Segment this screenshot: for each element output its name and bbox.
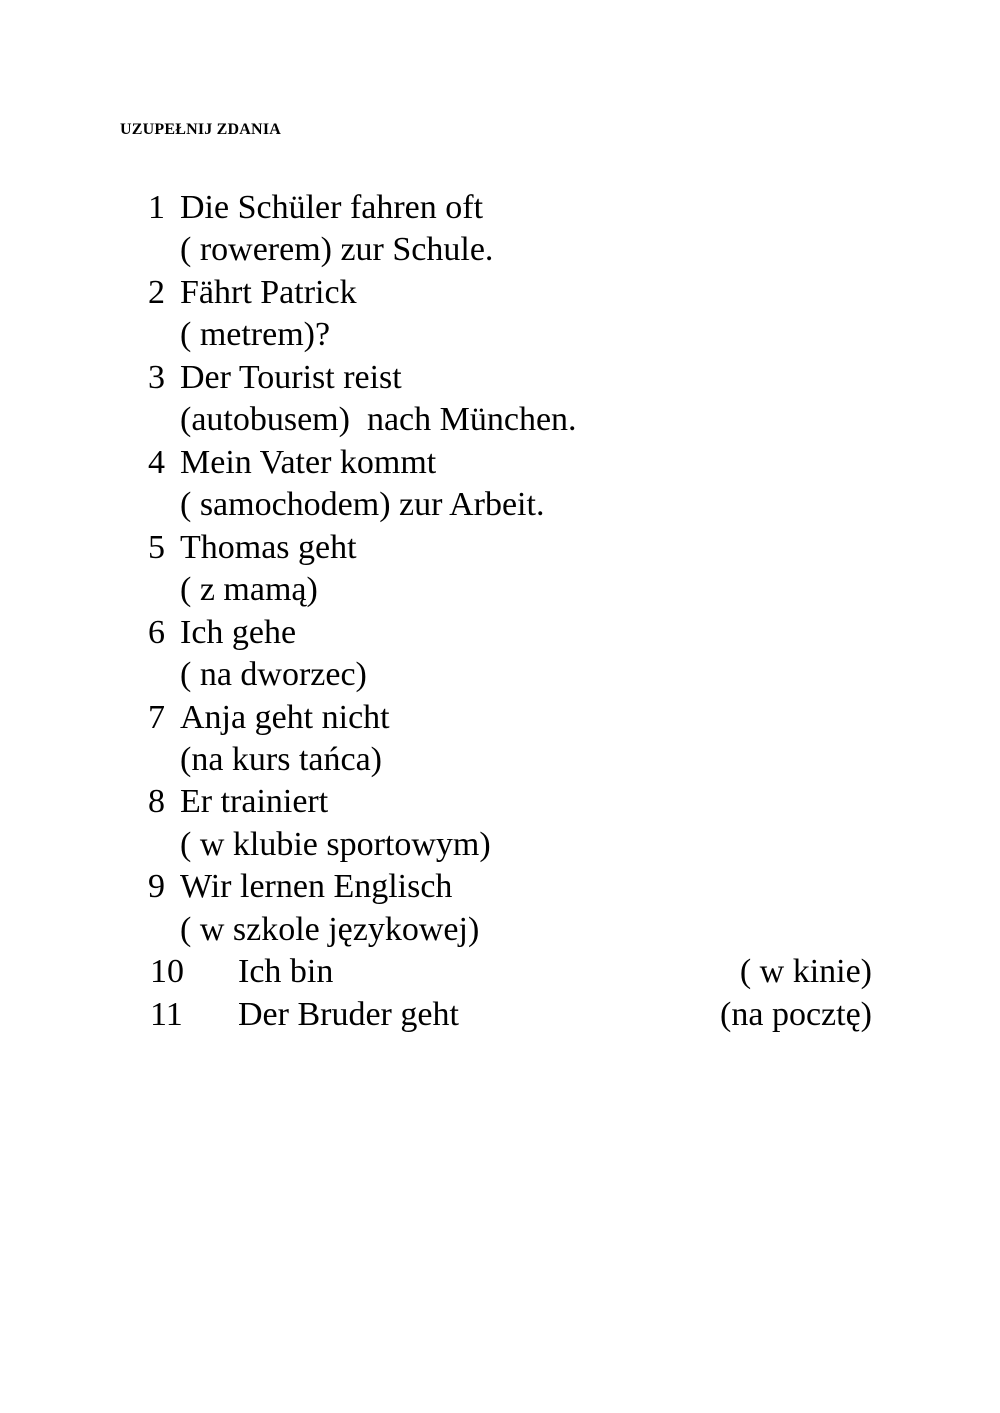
item-number: 7 — [148, 699, 165, 736]
item-sentence: Der Bruder geht — [238, 996, 459, 1033]
item-sentence: Er trainiert — [180, 783, 329, 820]
item-sentence: Mein Vater kommt — [180, 444, 437, 481]
item-sentence: Anja geht nicht — [180, 699, 390, 736]
item-hint: (autobusem) nach München. — [180, 401, 577, 438]
item-hint: ( z mamą) — [180, 571, 318, 608]
item-sentence: Thomas geht — [180, 529, 357, 566]
item-hint: (na kurs tańca) — [180, 741, 383, 778]
item-hint: ( na dworzec) — [180, 656, 367, 693]
item-sentence: Die Schüler fahren oft — [180, 189, 484, 226]
item-hint: ( samochodem) zur Arbeit. — [180, 486, 545, 523]
item-hint: ( w klubie sportowym) — [180, 826, 491, 863]
item-number: 10 — [150, 953, 184, 990]
item-hint: ( rowerem) zur Schule. — [180, 231, 494, 268]
item-hint: (na pocztę) — [720, 996, 872, 1033]
item-number: 11 — [150, 996, 183, 1033]
item-number: 2 — [148, 274, 165, 311]
item-number: 8 — [148, 783, 165, 820]
item-number: 4 — [148, 444, 165, 481]
item-sentence: Ich gehe — [180, 614, 297, 651]
item-number: 9 — [148, 868, 165, 905]
item-hint: ( w szkole językowej) — [180, 911, 480, 948]
item-number: 6 — [148, 614, 165, 651]
item-sentence: Der Tourist reist — [180, 359, 402, 396]
item-sentence: Wir lernen Englisch — [180, 868, 453, 905]
item-number: 3 — [148, 359, 165, 396]
item-number: 1 — [148, 189, 165, 226]
item-sentence: Ich bin — [238, 953, 334, 990]
worksheet-heading: UZUPEŁNIJ ZDANIA — [120, 121, 281, 138]
item-number: 5 — [148, 529, 165, 566]
item-sentence: Fährt Patrick — [180, 274, 357, 311]
item-hint: ( metrem)? — [180, 316, 331, 353]
item-hint: ( w kinie) — [739, 953, 872, 990]
